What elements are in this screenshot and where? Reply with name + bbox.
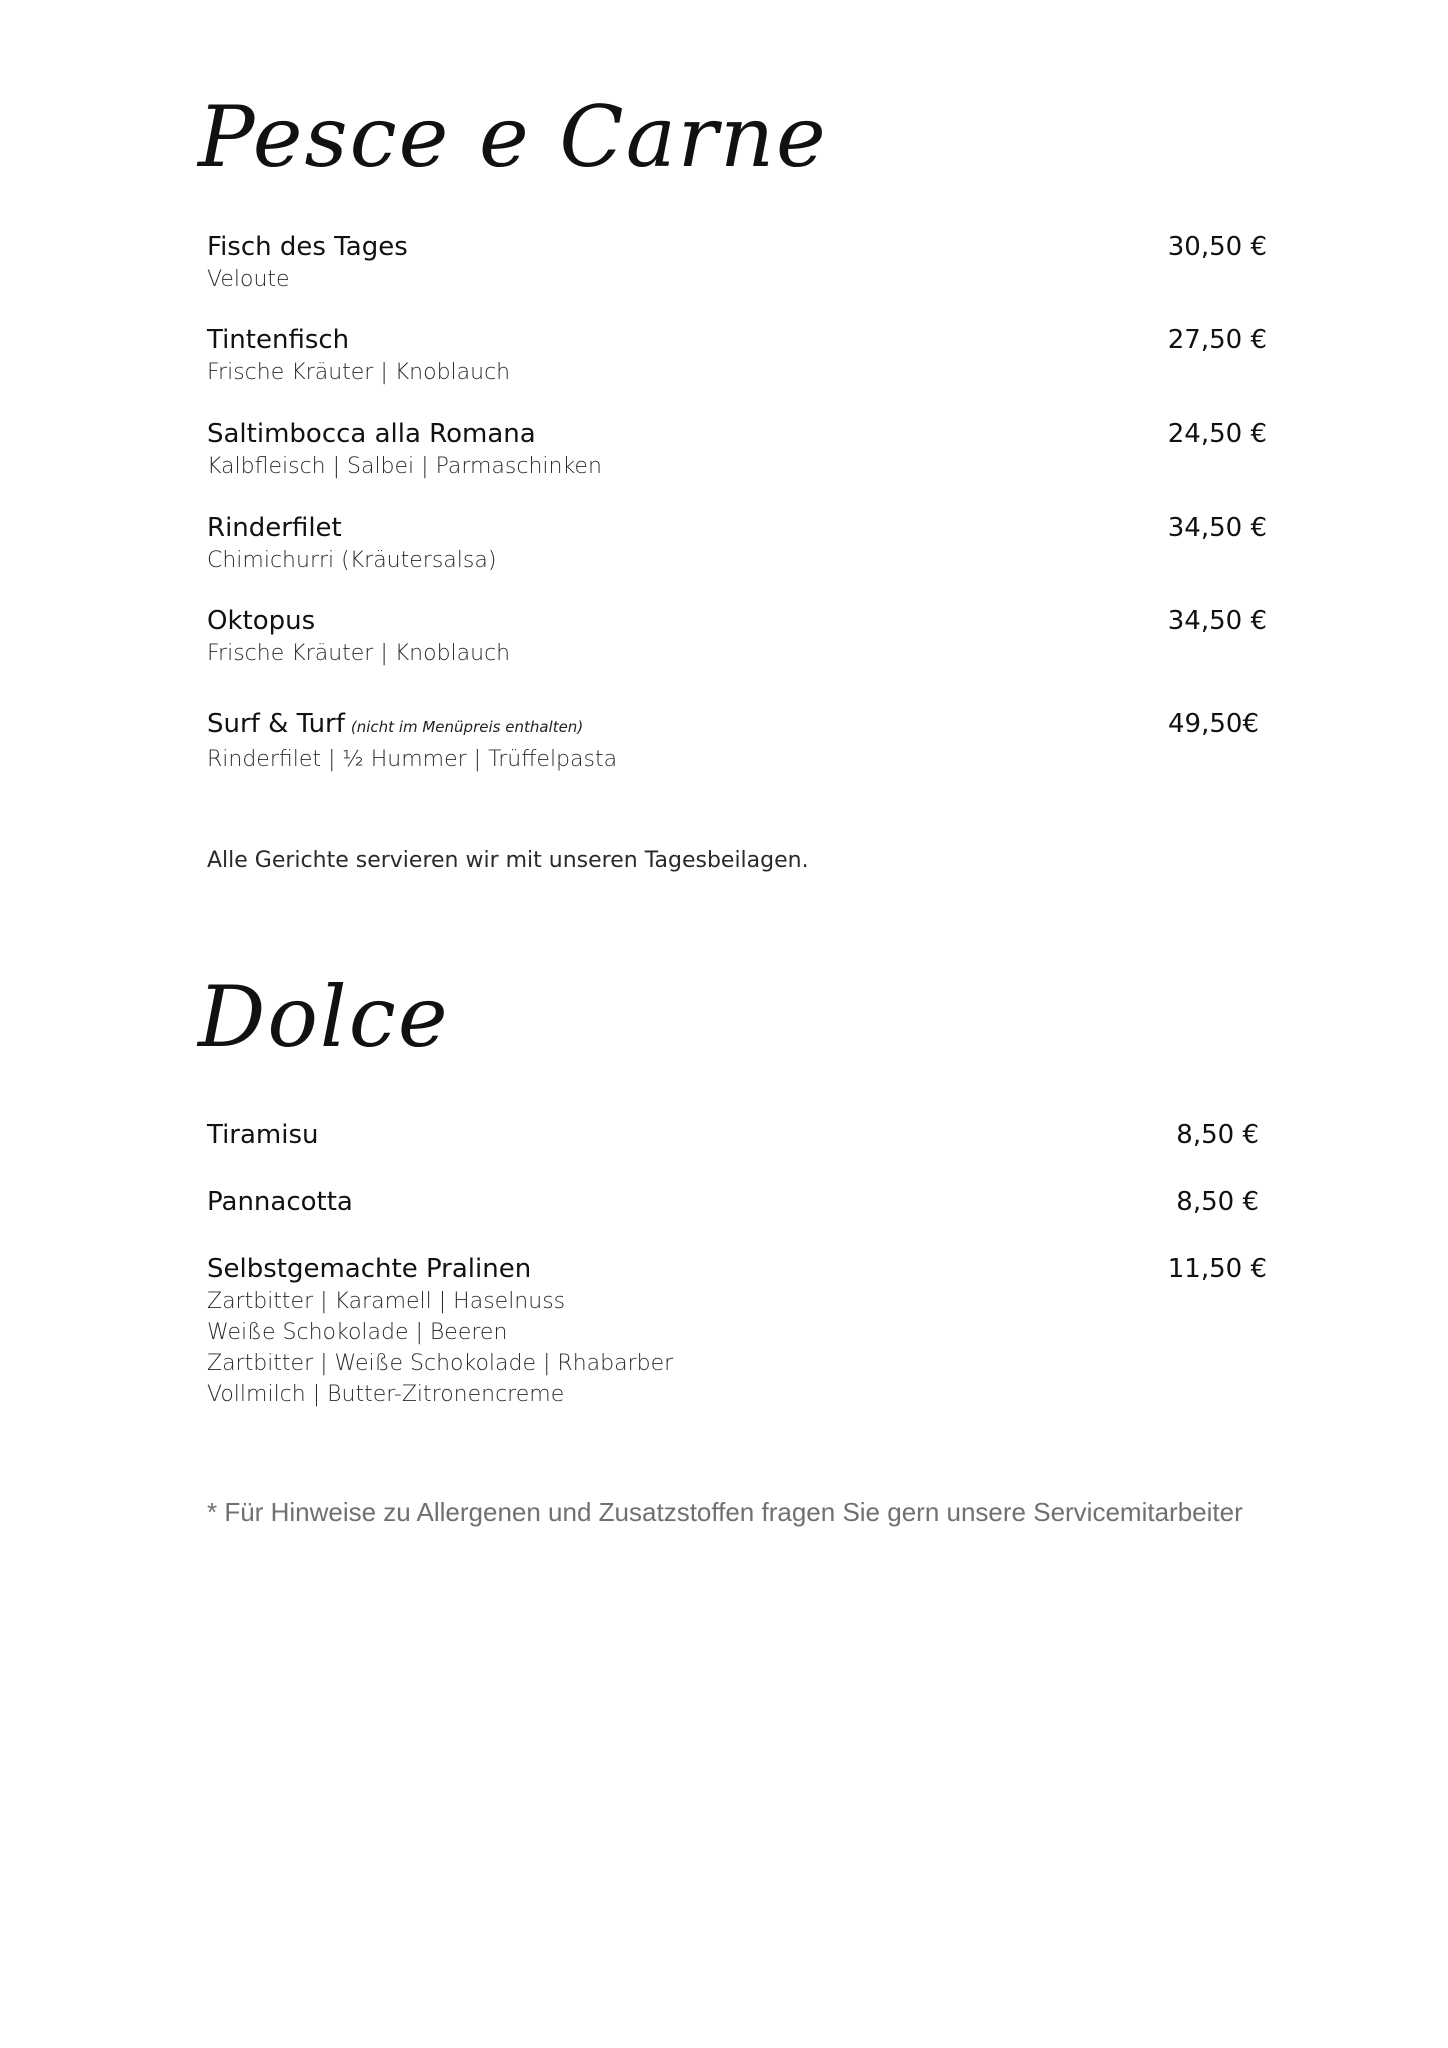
section-title-pesce-e-carne: Pesce e Carne: [198, 88, 828, 186]
item-price: 8,50 €: [1176, 1187, 1259, 1217]
menu-item-saltimbocca: [207, 417, 1267, 482]
item-name: Pannacotta: [207, 1187, 353, 1217]
item-price: 34,50 €: [1167, 606, 1267, 636]
item-price: 11,50 €: [1167, 1254, 1267, 1284]
item-description: Zartbitter | Karamell | Haselnuss: [207, 1289, 566, 1314]
item-description: Rinderfilet | ½ Hummer | Trüffelpasta: [207, 747, 618, 772]
item-name: Tiramisu: [207, 1120, 319, 1150]
item-description: Zartbitter | Weiße Schokolade | Rhabarber: [207, 1351, 674, 1376]
item-description: Vollmilch | Butter-Zitronencreme: [207, 1382, 565, 1407]
item-name: Tintenfisch: [207, 325, 350, 355]
item-name: Surf & Turf: [207, 709, 345, 739]
menu-item-tiramisu: [207, 1118, 1267, 1152]
item-note: (nicht im Menüpreis enthalten): [350, 718, 584, 736]
side-dishes-note: Alle Gerichte servieren wir mit unseren Tagesbeilagen.: [207, 848, 809, 873]
menu-item-pralinen: [207, 1252, 1267, 1410]
item-name: Fisch des Tages: [207, 232, 408, 262]
section-title-dolce: Dolce: [198, 968, 450, 1066]
item-description: Chimichurri (Kräutersalsa): [207, 548, 497, 573]
menu-item-surf-and-turf: [207, 707, 1267, 775]
item-description: Veloute: [207, 267, 290, 292]
item-description: Kalbfleisch | Salbei | Parmaschinken: [207, 454, 602, 479]
item-description: Frische Kräuter | Knoblauch: [207, 360, 511, 385]
item-name: Rinderfilet: [207, 513, 342, 543]
item-price: 27,50 €: [1167, 325, 1267, 355]
menu-item-fisch-des-tages: [207, 230, 1267, 295]
item-price: 24,50 €: [1167, 419, 1267, 449]
item-price: 34,50 €: [1167, 513, 1267, 543]
item-price: 49,50€: [1168, 709, 1259, 739]
item-name: Oktopus: [207, 606, 316, 636]
item-price: 30,50 €: [1167, 232, 1267, 262]
item-name: Saltimbocca alla Romana: [207, 419, 536, 449]
allergen-footnote: * Für Hinweise zu Allergenen und Zusatzstoffen fragen Sie gern unsere Servicemitarbeiter: [207, 1497, 1243, 1527]
menu-item-oktopus: [207, 604, 1267, 669]
item-name: Selbstgemachte Pralinen: [207, 1254, 532, 1284]
item-name-row: [207, 707, 1267, 744]
menu-item-tintenfisch: [207, 323, 1267, 388]
menu-item-pannacotta: [207, 1185, 1267, 1219]
menu-item-rinderfilet: [207, 511, 1267, 576]
item-description: Weiße Schokolade | Beeren: [207, 1320, 508, 1345]
item-description: Frische Kräuter | Knoblauch: [207, 641, 511, 666]
item-price: 8,50 €: [1176, 1120, 1259, 1150]
